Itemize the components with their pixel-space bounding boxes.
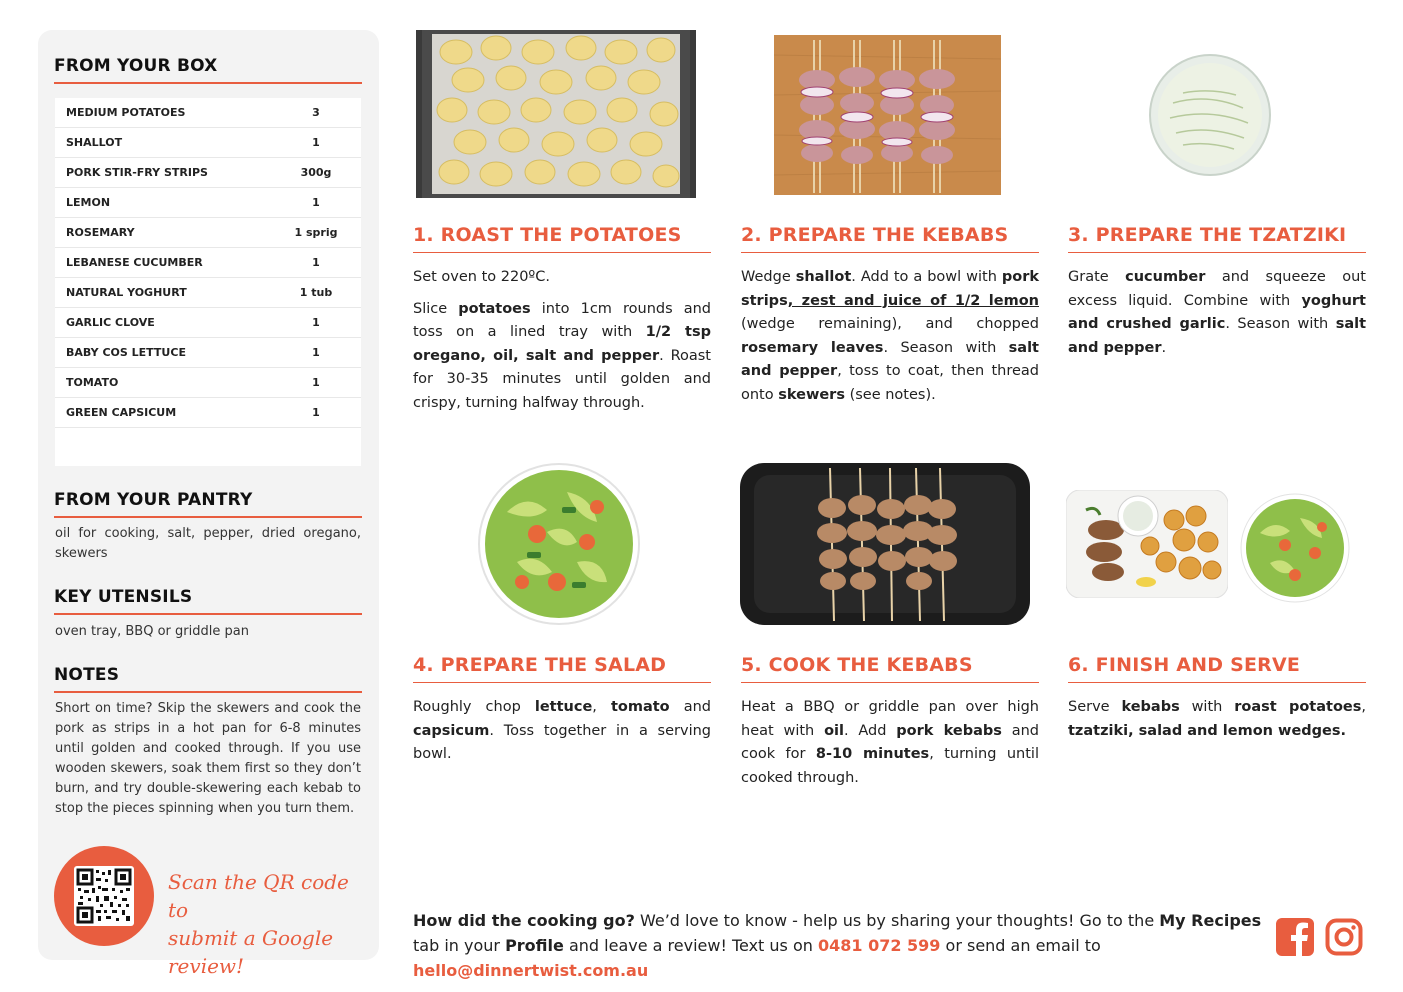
ingredient-name: PORK STIR-FRY STRIPS — [66, 166, 208, 179]
ingredient-name: LEMON — [66, 196, 111, 209]
box-heading: FROM YOUR BOX — [54, 56, 362, 84]
utensils-heading: KEY UTENSILS — [54, 587, 362, 615]
step-5-para-1 — [741, 696, 1039, 790]
text-run: Profile — [505, 936, 564, 955]
notes-heading: NOTES — [54, 665, 362, 693]
text-run: and leave a review! Text us on — [563, 936, 818, 955]
ingredient-qty: 300g — [300, 166, 332, 179]
ingredient-qty: 1 — [312, 136, 320, 149]
text-run: and squeeze out excess liquid. Combine with — [1068, 269, 1366, 309]
qr-caption-line2: submit a Google review! — [168, 926, 334, 978]
step-3-title: 3. PREPARE THE TZATZIKI — [1068, 224, 1366, 253]
text-run: , turning until cooked through. — [741, 746, 1039, 786]
facebook-icon[interactable] — [1276, 918, 1314, 956]
ingredient-qty: 1 — [312, 196, 320, 209]
ingredient-qty: 1 sprig — [294, 226, 338, 239]
text-run: , toss to coat, then thread onto — [741, 363, 1040, 403]
step-1-title: 1. ROAST THE POTATOES — [413, 224, 711, 253]
roast-potatoes-photo — [416, 30, 696, 198]
text-run: or send an email to — [940, 936, 1101, 955]
text-run: kebabs — [1121, 699, 1180, 715]
text-run: . — [1161, 339, 1167, 356]
text-run: , — [1361, 699, 1366, 715]
ingredient-row — [55, 278, 361, 308]
pantry-text: oil for cooking, salt, pepper, dried oregano, skewers — [55, 526, 361, 561]
side-salad-photo — [1240, 493, 1350, 603]
text-run: (see notes). — [844, 386, 936, 403]
qr-code[interactable] — [74, 866, 134, 926]
utensils-text: oven tray, BBQ or griddle pan — [55, 624, 249, 639]
step-1-para-2 — [413, 298, 711, 416]
text-run[interactable]: hello@dinnertwist.com.au — [413, 961, 649, 980]
text-run: capsicum — [413, 722, 490, 739]
kebabs-raw-photo — [774, 35, 1001, 195]
text-run: . Roast for 30-35 minutes until golden and crispy, turning halfway through. — [413, 347, 711, 411]
notes-text: Short on time? Skip the skewers and cook the pork as strips in a hot pan for 6-8 minutes until golden and cooked through. If you use wooden skewers, soak them first so they don’t burn, and try double-skewering each kebab to stop the pieces spinning when you turn them. — [55, 701, 361, 816]
text-run: tab in your — [413, 936, 506, 955]
text-run: My Recipes — [1159, 911, 1262, 930]
text-run: Roughly chop — [413, 699, 535, 715]
qr-caption — [168, 868, 368, 980]
ingredient-qty: 1 — [312, 406, 320, 419]
ingredient-qty: 1 — [312, 256, 320, 269]
text-run: lettuce — [534, 699, 593, 715]
text-run: . Season with — [1225, 316, 1336, 332]
ingredient-name: GARLIC CLOVE — [66, 316, 155, 329]
text-run: . Toss together in a serving bowl. — [413, 722, 711, 762]
ingredient-row — [55, 338, 361, 368]
text-run: We’d love to know - help us by sharing your thoughts! Go to the — [634, 911, 1160, 930]
step-5-text — [741, 696, 1039, 798]
ingredient-name: NATURAL YOGHURT — [66, 286, 187, 299]
ingredient-row — [55, 188, 361, 218]
ingredient-name: ROSEMARY — [66, 226, 135, 239]
step-6-text — [1068, 696, 1366, 751]
ingredient-qty: 1 — [312, 316, 320, 329]
text-run: into 1cm rounds and toss on a lined tray with — [413, 300, 711, 340]
text-run: skewers — [778, 386, 845, 403]
text-run: and cook for — [741, 722, 1039, 762]
step-2-para-1 — [741, 266, 1039, 407]
ingredient-row — [55, 158, 361, 188]
text-run: Heat a BBQ or griddle pan over high heat with — [741, 699, 1039, 739]
step-4-title: 4. PREPARE THE SALAD — [413, 654, 711, 683]
qr-code-badge[interactable] — [54, 846, 154, 946]
text-run: cucumber — [1125, 269, 1206, 285]
review-footer — [413, 908, 1263, 983]
text-run: (wedge remaining), and chopped — [741, 316, 1039, 332]
text-run: 1/2 tsp oregano, oil, salt and pepper — [413, 324, 711, 364]
ingredient-name: GREEN CAPSICUM — [66, 406, 177, 419]
ingredient-row — [55, 398, 361, 428]
text-run: shallot — [795, 269, 852, 285]
text-run: oil — [824, 722, 844, 739]
sidebar — [38, 30, 379, 978]
step-4-para-1 — [413, 696, 711, 767]
step-3-text — [1068, 266, 1366, 368]
step-6-title: 6. FINISH AND SERVE — [1068, 654, 1366, 683]
text-run: , zest and juice of 1/2 lemon — [787, 292, 1039, 309]
ingredient-qty: 3 — [312, 106, 320, 119]
text-run: . Season with — [883, 339, 1009, 356]
text-run: . Add — [843, 722, 897, 739]
step-2-text — [741, 266, 1039, 415]
instagram-icon[interactable] — [1325, 918, 1363, 956]
ingredient-row — [55, 218, 361, 248]
qr-caption-line1: Scan the QR code to — [168, 870, 349, 922]
pantry-heading: FROM YOUR PANTRY — [54, 490, 362, 518]
text-run: Wedge — [741, 269, 796, 285]
text-run: Serve — [1068, 699, 1122, 715]
ingredient-row — [55, 128, 361, 158]
ingredient-name: BABY COS LETTUCE — [66, 346, 186, 359]
ingredient-qty: 1 — [312, 346, 320, 359]
ingredient-row — [55, 368, 361, 398]
text-run[interactable]: 0481 072 599 — [817, 936, 941, 955]
text-run: 8-10 minutes — [815, 746, 930, 762]
text-run: salt and pepper — [1068, 316, 1367, 356]
text-run: pork strips — [741, 269, 1039, 309]
ingredient-name: LEBANESE CUCUMBER — [66, 256, 203, 269]
text-run: Set oven to 220ºC. — [413, 269, 550, 285]
text-run: , — [592, 699, 611, 715]
text-run: rosemary leaves — [741, 339, 884, 356]
salad-bowl-photo — [477, 462, 641, 626]
text-run: Slice — [413, 300, 459, 317]
step-6-para-1 — [1068, 696, 1366, 743]
step-1-text — [413, 266, 711, 423]
tzatziki-bowl-photo — [1148, 53, 1272, 177]
ingredient-qty: 1 — [312, 376, 320, 389]
text-run: . Add to a bowl with — [851, 269, 1002, 285]
ingredient-name: SHALLOT — [66, 136, 123, 149]
text-run: How did the cooking go? — [413, 911, 635, 930]
step-5-title: 5. COOK THE KEBABS — [741, 654, 1039, 683]
text-run: pork kebabs — [896, 722, 1002, 739]
text-run: with — [1179, 699, 1235, 715]
ingredient-row — [55, 308, 361, 338]
step-4-text — [413, 696, 711, 775]
ingredient-row — [55, 248, 361, 278]
text-run: roast potatoes — [1234, 699, 1362, 715]
kebabs-grill-photo — [740, 463, 1030, 625]
ingredient-qty: 1 tub — [299, 286, 333, 299]
serving-plate-photo — [1066, 490, 1228, 598]
text-run: tzatziki, salad and lemon wedges. — [1068, 722, 1347, 739]
ingredient-name: TOMATO — [66, 376, 119, 389]
ingredient-row — [55, 98, 361, 128]
text-run: potatoes — [458, 300, 531, 317]
text-run: tomato — [610, 699, 670, 715]
text-run: and — [669, 699, 712, 715]
ingredient-name: MEDIUM POTATOES — [66, 106, 186, 119]
text-run: Grate — [1068, 269, 1126, 285]
step-1-para-1 — [413, 266, 711, 290]
step-3-para-1 — [1068, 266, 1366, 360]
text-run: yoghurt and crushed garlic — [1068, 292, 1366, 332]
ingredients-table — [55, 98, 361, 466]
step-2-title: 2. PREPARE THE KEBABS — [741, 224, 1039, 253]
text-run: salt and pepper — [741, 339, 1039, 379]
